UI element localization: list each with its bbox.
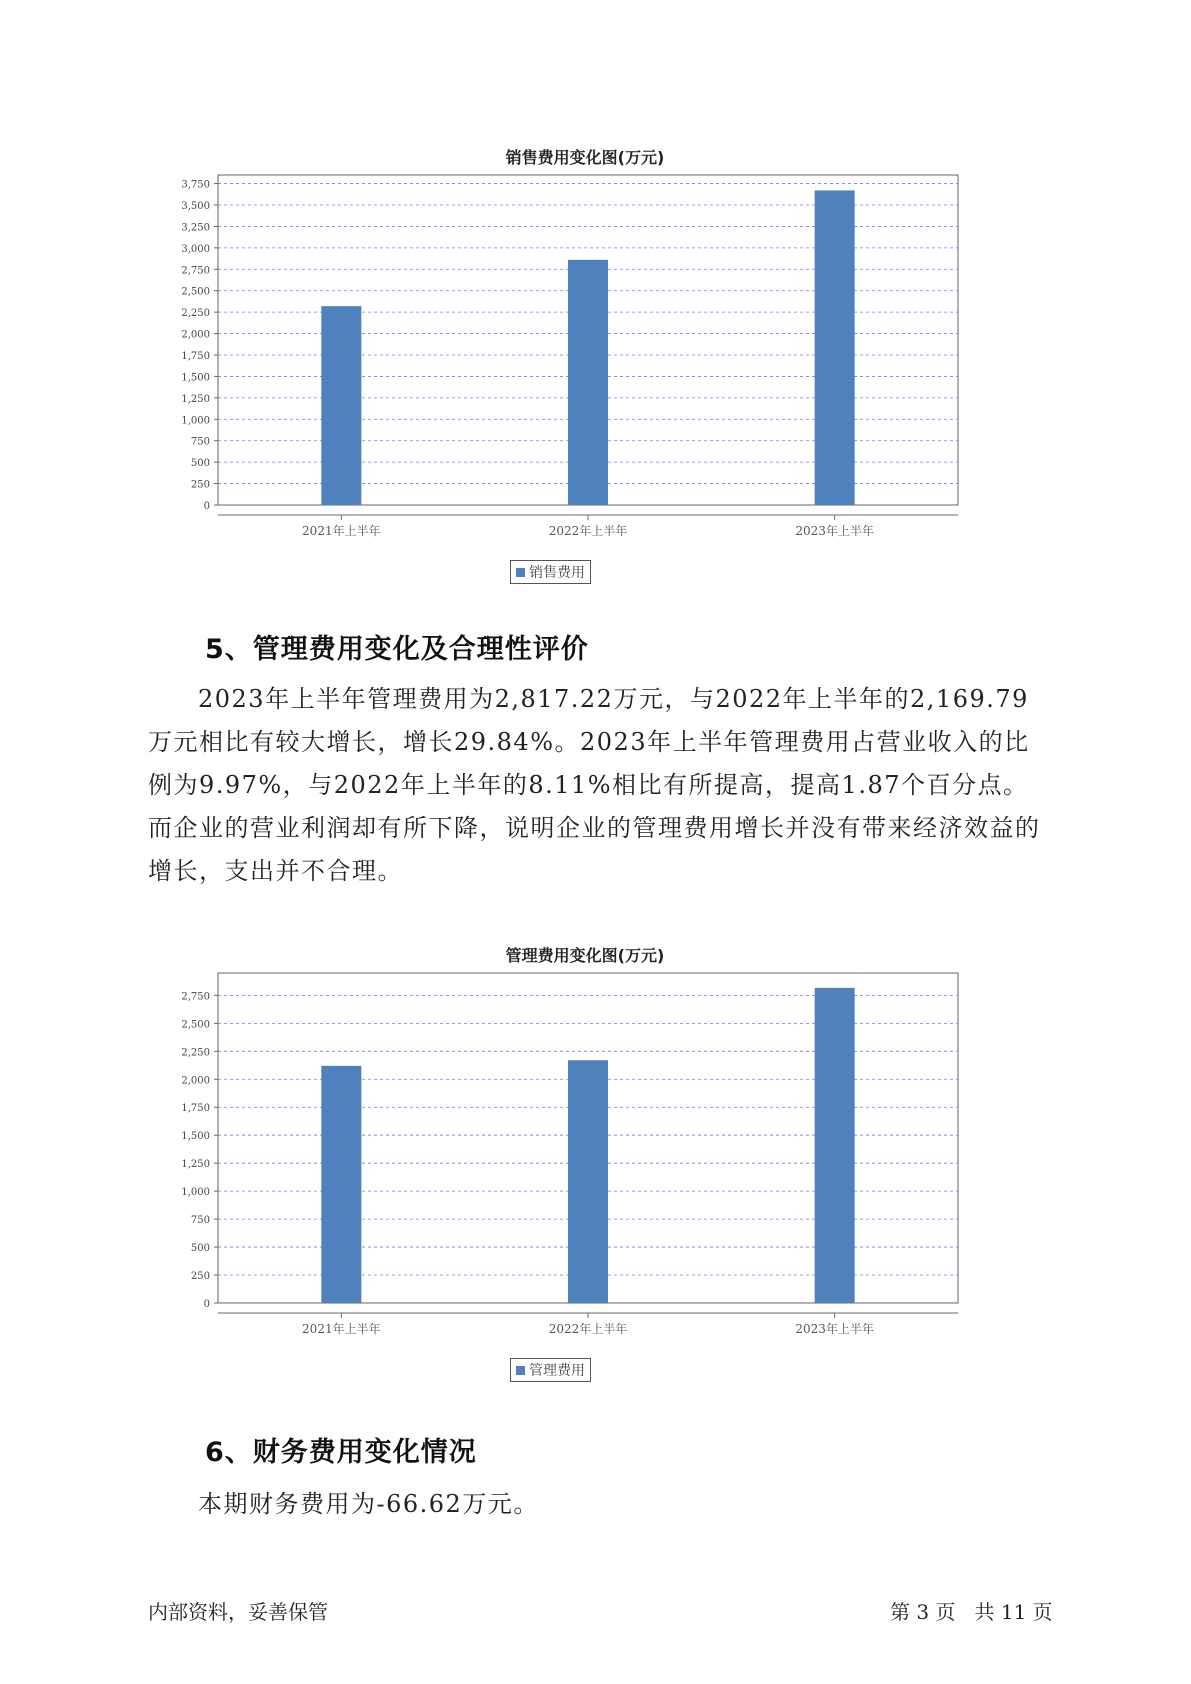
bar (815, 190, 855, 505)
y-tick-label: 1,250 (181, 1159, 210, 1171)
y-tick-label: 2,250 (181, 1047, 210, 1059)
chart-legend (510, 560, 591, 584)
y-tick-label: 0 (203, 1299, 210, 1310)
y-tick-label: 250 (190, 479, 210, 491)
legend-label: 销售费用 (529, 565, 585, 581)
footer-right: 第 3 页 共 11 页 (890, 1600, 1053, 1624)
bar (568, 260, 608, 505)
section-6-text: 本期财务费用为-66.62万元。 (198, 1490, 539, 1518)
y-tick-label: 2,750 (181, 991, 210, 1003)
section-5-paragraph (148, 678, 1048, 893)
chart-title: 销售费用变化图(万元) (505, 148, 665, 167)
legend-label: 管理费用 (529, 1363, 585, 1379)
section-6-heading: 6、财务费用变化情况 (205, 1437, 477, 1468)
y-tick-label: 500 (190, 1243, 210, 1255)
bar (815, 988, 855, 1303)
y-tick-label: 3,500 (181, 201, 210, 212)
sales-expense-chart (150, 145, 1020, 595)
legend-swatch (516, 1366, 525, 1375)
x-tick-label: 2023年上半年 (795, 524, 874, 538)
y-tick-label: 2,000 (181, 1075, 210, 1087)
sales-expense-chart-svg (150, 170, 1020, 550)
chart-title: 管理费用变化图(万元) (505, 946, 665, 965)
y-tick-label: 750 (190, 436, 210, 448)
y-tick-label: 1,000 (181, 415, 210, 427)
section-5-text: 2023年上半年管理费用为2,817.22万元，与2022年上半年的2,169.79万元相比有较大增长，增长29.84%。2023年上半年管理费用占营业收入的比例为9.97%，与2022年上半年的8.11%相比有所提高，提高1.87个百分点。而企业的营业利润却有所下降，说明企业的管理费用增长并没有带来经济效益的增长，支出并不合理。 (148, 685, 1041, 885)
y-tick-label: 2,750 (181, 265, 210, 277)
chart-legend (510, 1358, 591, 1382)
y-tick-label: 750 (190, 1215, 210, 1227)
y-tick-label: 3,750 (181, 179, 210, 191)
y-tick-label: 0 (203, 501, 210, 512)
y-tick-label: 2,000 (181, 329, 210, 341)
y-tick-label: 1,250 (181, 393, 210, 405)
bar (321, 1066, 361, 1303)
section-5-heading: 5、管理费用变化及合理性评价 (205, 634, 589, 665)
x-tick-label: 2021年上半年 (302, 1322, 381, 1336)
legend-swatch (516, 568, 525, 577)
y-tick-label: 1,750 (181, 1103, 210, 1115)
admin-expense-chart-svg (150, 968, 1020, 1348)
y-tick-label: 2,250 (181, 308, 210, 320)
y-tick-label: 250 (190, 1271, 210, 1283)
y-tick-label: 2,500 (181, 286, 210, 298)
y-tick-label: 1,500 (181, 372, 210, 384)
section-6-paragraph (148, 1483, 1048, 1526)
y-tick-label: 2,500 (181, 1019, 210, 1031)
y-tick-label: 500 (190, 458, 210, 470)
x-tick-label: 2022年上半年 (548, 1322, 628, 1336)
bar (568, 1060, 608, 1303)
y-tick-label: 3,000 (181, 243, 210, 255)
footer-left: 内部资料，妥善保管 (148, 1600, 328, 1624)
x-tick-label: 2023年上半年 (795, 1322, 874, 1336)
y-tick-label: 1,000 (181, 1187, 210, 1199)
bar (321, 306, 361, 505)
y-tick-label: 1,750 (181, 351, 210, 362)
x-tick-label: 2021年上半年 (302, 524, 381, 538)
admin-expense-chart (150, 943, 1020, 1393)
y-tick-label: 1,500 (181, 1131, 210, 1143)
y-tick-label: 3,250 (181, 222, 210, 234)
x-tick-label: 2022年上半年 (548, 524, 628, 538)
